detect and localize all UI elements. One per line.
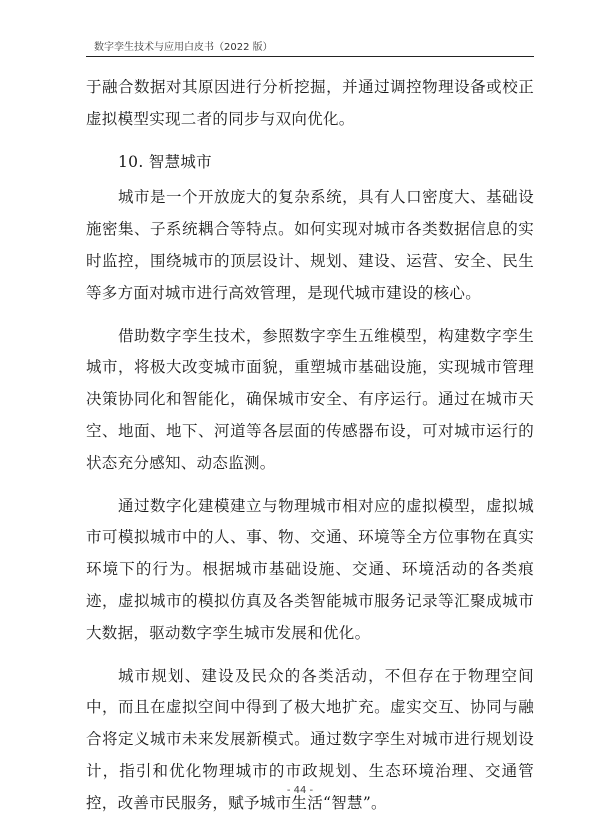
continuation-paragraph: 于融合数据对其原因进行分析挖掘，并通过调控物理设备或校正虚拟模型实现二者的同步与双向优化。 xyxy=(86,78,534,128)
paragraph-1: 城市是一个开放庞大的复杂系统，具有人口密度大、基础设施密集、子系统耦合等特点。如何实现对城市各类数据信息的实时监控，围绕城市的顶层设计、规划、建设、运营、安全、民生等多方面对城市进行高效管理，是现代城市建设的核心。 xyxy=(86,188,534,302)
paragraph-4: 城市规划、建设及民众的各类活动，不但存在于物理空间中，而且在虚拟空间中得到了极大地扩充。虚实交互、协同与融合将定义城市未来发展新模式。通过数字孪生对城市进行规划设计，指引和优化物理城市的市政规划、生态环境治理、交通管控，改善市民服务，赋予城市生活“智慧”。 xyxy=(86,666,534,812)
header-divider xyxy=(86,56,534,57)
page-number: - 44 - xyxy=(286,785,314,796)
page-header-title: 数字孪生技术与应用白皮书（2022 版） xyxy=(94,42,273,53)
section-heading: 10. 智慧城市 xyxy=(118,152,212,171)
paragraph-3: 通过数字化建模建立与物理城市相对应的虚拟模型，虚拟城市可模拟城市中的人、事、物、交通、环境等全方位事物在真实环境下的行为。根据城市基础设施、交通、环境活动的各类痕迹，虚拟城市的模拟仿真及各类智能城市服务记录等汇聚成城市大数据，驱动数字孪生城市发展和优化。 xyxy=(86,496,534,642)
paragraph-2: 借助数字孪生技术，参照数字孪生五维模型，构建数字孪生城市，将极大改变城市面貌，重塑城市基础设施，实现城市管理决策协同化和智能化，确保城市安全、有序运行。通过在城市天空、地面、地下、河道等各层面的传感器布设，可对城市运行的状态充分感知、动态监测。 xyxy=(86,326,534,472)
document-body xyxy=(86,72,534,831)
